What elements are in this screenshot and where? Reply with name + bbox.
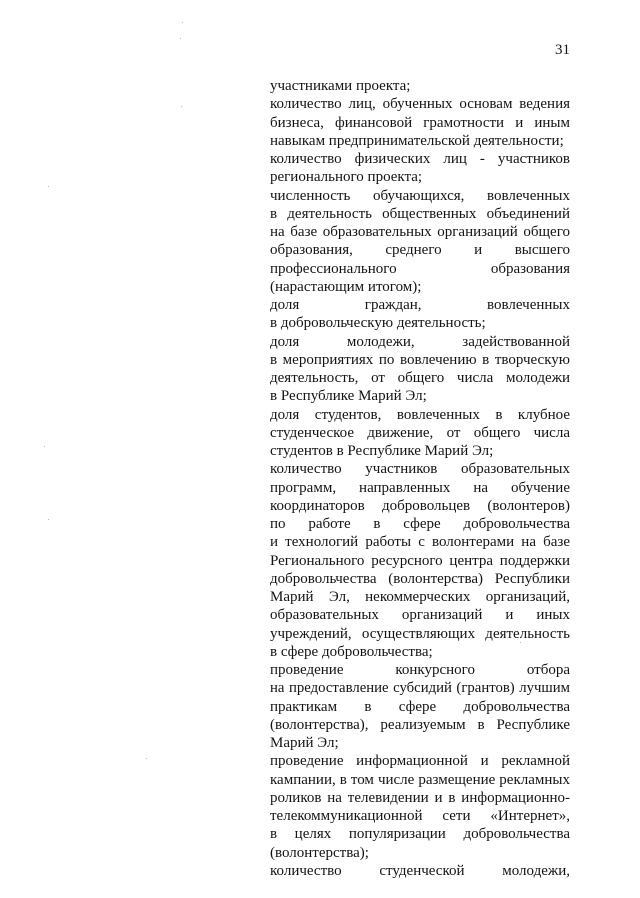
text-line: Марий Эл, некоммерческих организаций, xyxy=(270,589,570,605)
text-line: количество участников образовательных xyxy=(270,461,570,478)
text-line: образования, среднего и высшего xyxy=(270,242,570,259)
scan-speck xyxy=(48,186,49,187)
text-line: на базе образовательных организаций общего xyxy=(270,224,570,240)
text-line: координаторов добровольцев (волонтеров) xyxy=(270,497,570,514)
text-line: доля студентов, вовлеченных в клубное xyxy=(270,406,570,423)
text-line: по работе в сфере добровольчества xyxy=(270,516,570,532)
text-line: деятельность, от общего числа молодежи xyxy=(270,370,570,386)
text-line: в деятельность общественных объединений xyxy=(270,205,570,222)
text-line: телекоммуникационной сети «Интернет», xyxy=(270,808,570,824)
scan-speck xyxy=(520,642,521,643)
text-line: участниками проекта; xyxy=(270,78,411,94)
text-line: студентов в Республике Марий Эл; xyxy=(270,443,494,459)
text-line: в Республике Марий Эл; xyxy=(270,388,427,405)
text-line: кампании, в том числе размещение рекламных xyxy=(270,771,570,788)
text-line: Регионального ресурсного центра поддержки xyxy=(270,552,570,569)
text-line: проведение конкурсного отбора xyxy=(270,662,570,678)
text-line: проведение информационной и рекламной xyxy=(270,753,570,770)
text-line: на предоставление субсидий (грантов) лучшим xyxy=(270,680,570,697)
text-line: (волонтерства), реализуемым в Республике xyxy=(270,716,570,733)
text-line: профессионального образования xyxy=(270,260,570,277)
scan-speck xyxy=(48,519,49,520)
text-line: (волонтерства); xyxy=(270,844,369,861)
text-line: студенческое движение, от общего числа xyxy=(270,424,570,441)
text-line: роликов на телевидении и в информационно- xyxy=(270,789,570,806)
text-line: бизнеса, финансовой грамотности и иным xyxy=(270,114,570,131)
scan-speck xyxy=(181,106,182,107)
text-line: в сфере добровольчества; xyxy=(270,643,433,660)
text-line: в целях популяризации добровольчества xyxy=(270,826,570,843)
text-line: в мероприятиях по вовлечению в творческую xyxy=(270,351,570,368)
text-line: программ, направленных на обучение xyxy=(270,479,570,496)
text-line: практикам в сфере добровольчества xyxy=(270,698,570,715)
text-line: образовательных организаций и иных xyxy=(270,607,570,624)
scan-speck xyxy=(146,758,147,759)
scan-speck xyxy=(182,22,183,23)
scan-speck xyxy=(180,38,181,39)
text-line: добровольчества (волонтерства) Республики xyxy=(270,570,570,587)
text-line: регионального проекта; xyxy=(270,169,423,186)
body-text xyxy=(270,77,570,880)
text-line: (нарастающим итогом); xyxy=(270,278,422,295)
text-line: количество физических лиц - участников xyxy=(270,151,570,167)
text-line: и технологий работы с волонтерами на базе xyxy=(270,534,570,551)
text-line: количество лиц, обученных основам ведения xyxy=(270,96,570,113)
text-line: учреждений, осуществляющих деятельность xyxy=(270,625,570,642)
text-line: Марий Эл; xyxy=(270,735,339,751)
page-number: 31 xyxy=(555,42,570,58)
text-line: в добровольческую деятельность; xyxy=(270,315,486,332)
scan-speck xyxy=(44,446,45,447)
text-line: навыкам предпринимательской деятельности; xyxy=(270,132,564,149)
text-line: доля молодежи, задействованной xyxy=(270,333,570,350)
text-line: доля граждан, вовлеченных xyxy=(270,297,570,313)
text-line: численность обучающихся, вовлеченных xyxy=(270,187,570,204)
text-line: количество студенческой молодежи, xyxy=(270,862,570,879)
